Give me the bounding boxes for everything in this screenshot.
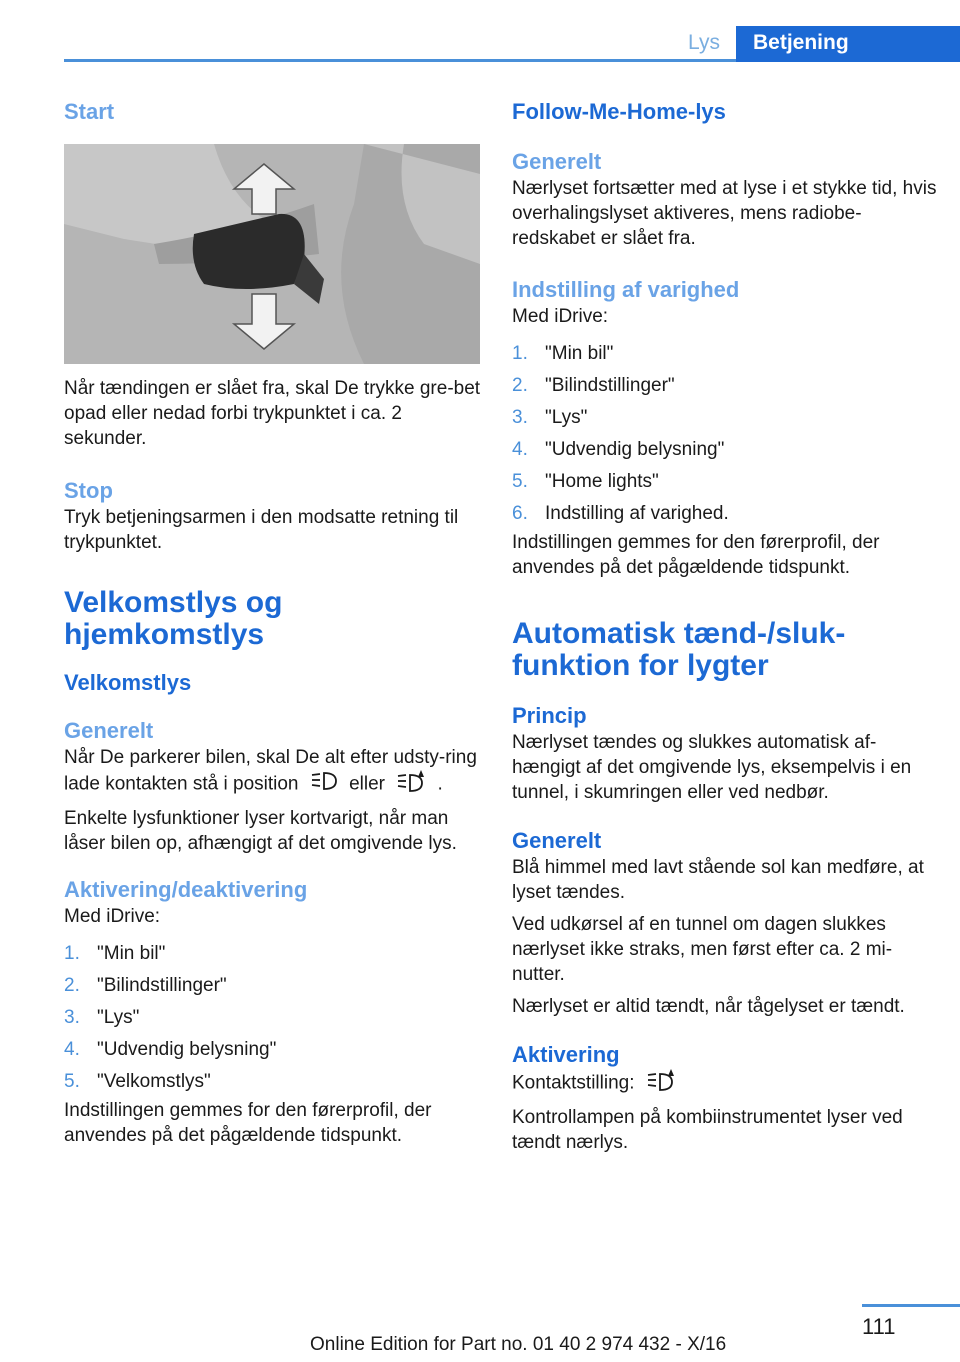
stop-text: Tryk betjeningsarmen i den modsatte retning til trykpunktet. [64, 507, 459, 553]
parking-light-icon [310, 770, 338, 799]
list-item: 6. Indstilling af varighed. [512, 503, 729, 524]
stalk-illustration [64, 144, 480, 364]
princip-heading: Princip [512, 703, 587, 728]
tab-betjening[interactable]: Betjening [736, 26, 960, 62]
stalk-illustration-svg [64, 144, 480, 364]
aktivering-deaktivering-heading: Aktivering/deaktivering [64, 877, 308, 902]
varighed-outro: Indstillingen gemmes for den førerprofil, der anvendes på det pågældende tidspunkt. [512, 532, 880, 578]
generelt-heading: Generelt [64, 718, 154, 743]
akt-intro: Med iDrive: [64, 906, 161, 927]
generelt-text-a: Når De parkerer bilen, skal De alt efter udsty-ring lade kontakten stå i position [64, 747, 477, 795]
generelt2-p3: Nærlyset er altid tændt, når tågelyset er tændt. [512, 996, 905, 1017]
list-item: 1. "Min bil" [64, 943, 166, 964]
list-item: 5. "Home lights" [512, 471, 659, 492]
akt-outro: Indstillingen gemmes for den førerprofil, der anvendes på det pågældende tidspunkt. [64, 1100, 432, 1146]
aktivering-line [512, 1069, 942, 1098]
generelt2-p2: Ved udkørsel af en tunnel om dagen slukkes nærlyset ikke straks, men først efter ca. 2 mi-nutter. [512, 914, 893, 985]
left-column [64, 98, 482, 1148]
list-item: 1. "Min bil" [512, 343, 614, 364]
section-heading: Velkomstlys og hjemkomstlys [64, 586, 283, 651]
auto-light-icon [646, 1069, 676, 1098]
follow-me-home-heading: Follow-Me-Home-lys [512, 99, 726, 124]
aktivering-label: Kontaktstilling: [512, 1072, 635, 1094]
auto-light-icon [396, 770, 426, 799]
auto-light-heading: Automatisk tænd-/sluk-funktion for lygter [512, 617, 846, 682]
footer-rule [862, 1304, 960, 1307]
varighed-intro: Med iDrive: [512, 306, 609, 327]
varighed-heading: Indstilling af varighed [512, 277, 740, 302]
start-heading: Start [64, 99, 115, 124]
list-item: 2. "Bilindstillinger" [64, 975, 227, 996]
stop-heading: Stop [64, 478, 113, 503]
list-item: 3. "Lys" [64, 1007, 140, 1028]
page-number: 111 [862, 1314, 896, 1339]
list-item: 5. "Velkomstlys" [64, 1071, 211, 1092]
generelt2-heading: Generelt [512, 828, 602, 853]
fmh-generelt-text: Nærlyset fortsætter med at lyse i et stykke tid, hvis overhalingslyset aktiveres, mens radiobe-redskabet er slået fra. [512, 178, 937, 249]
list-item: 4. "Udvendig belysning" [512, 439, 725, 460]
generelt2-p1: Blå himmel med lavt stående sol kan medføre, at lyset tændes. [512, 857, 924, 903]
generelt-heading-right: Generelt [512, 149, 602, 174]
right-column [512, 98, 942, 1155]
footer-edition: Online Edition for Part no. 01 40 2 974 432 - X/16 [310, 1334, 727, 1355]
list-item: 4. "Udvendig belysning" [64, 1039, 277, 1060]
aktivering-heading: Aktivering [512, 1042, 620, 1067]
generelt-text2: Enkelte lysfunktioner lyser kortvarigt, når man låser bilen op, afhængigt af det omgivende lys. [64, 808, 457, 854]
generelt-text [64, 745, 482, 799]
tab-lys[interactable]: Lys [688, 31, 720, 54]
generelt-text-end: . [437, 773, 443, 795]
varighed-steps [512, 341, 942, 533]
generelt-text-or: eller [349, 773, 385, 795]
velkomstlys-heading: Velkomstlys [64, 670, 192, 695]
aktivering-text: Kontrollampen på kombiinstrumentet lyser ved tændt nærlys. [512, 1107, 903, 1153]
list-item: 3. "Lys" [512, 407, 588, 428]
list-item: 2. "Bilindstillinger" [512, 375, 675, 396]
akt-steps [64, 941, 482, 1101]
start-text: Når tændingen er slået fra, skal De trykke gre-bet opad eller nedad forbi trykpunktet i ca. 2 sekunder. [64, 378, 481, 449]
princip-text: Nærlyset tændes og slukkes automatisk af-hængigt af det omgivende lys, eksempelvis i en tunnel, i skumringen eller ved nedbør. [512, 732, 912, 803]
